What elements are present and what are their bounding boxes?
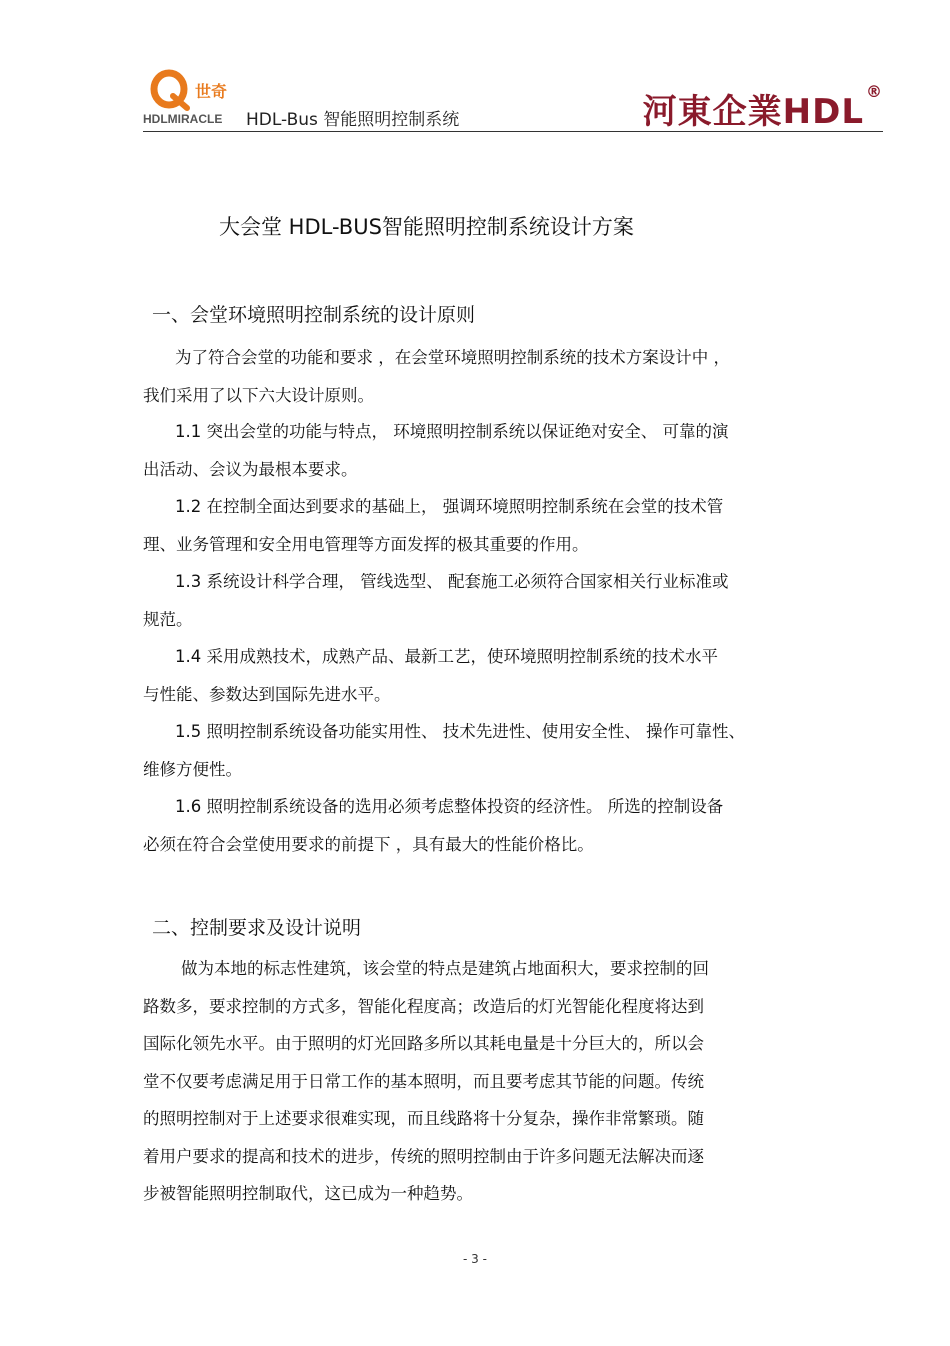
document-title: 大会堂 HDL-BUS智能照明控制系统设计方案: [219, 215, 634, 239]
body-line: 堂不仅要考虑满足用于日常工作的基本照明，而且要考虑其节能的问题。传统: [143, 1071, 704, 1091]
principle-line: 1.4 采用成熟技术，成熟产品、最新工艺，使环境照明控制系统的技术水平: [175, 647, 718, 666]
registered-mark: ®: [866, 81, 883, 101]
principle-line: 1.1 突出会堂的功能与特点， 环境照明控制系统以保证绝对安全、 可靠的演: [175, 422, 729, 441]
intro-line: 我们采用了以下六大设计原则。: [143, 385, 374, 405]
principle-line: 必须在符合会堂使用要求的前提下 ，具有最大的性能价格比。: [143, 834, 594, 854]
body-line: 做为本地的标志性建筑，该会堂的特点是建筑占地面积大，要求控制的回: [181, 959, 709, 978]
header-title: HDL-Bus 智能照明控制系统: [246, 110, 460, 130]
principle-line: 与性能、参数达到国际先进水平。: [143, 684, 391, 704]
principle-line: 1.2 在控制全面达到要求的基础上， 强调环境照明控制系统在会堂的技术管: [175, 497, 724, 516]
principle-item: [143, 413, 803, 488]
principle-line: 1.3 系统设计科学合理， 管线选型、 配套施工必须符合国家相关行业标准或: [175, 572, 729, 591]
section2-body: [143, 950, 803, 1213]
header-divider: [143, 131, 883, 132]
principle-line: 1.6 照明控制系统设备的选用必须考虑整体投资的经济性。 所选的控制设备: [175, 797, 724, 816]
logo-cn-text: 世奇: [195, 82, 228, 101]
logo-brand-text: HDLMIRACLE: [143, 112, 223, 126]
principle-item: [143, 488, 803, 563]
principle-line: 理、业务管理和安全用电管理等方面发挥的极其重要的作用。: [143, 534, 589, 554]
principle-item: [143, 713, 803, 788]
body-line: 路数多，要求控制的方式多，智能化程度高；改造后的灯光智能化程度将达到: [143, 996, 704, 1016]
section1-heading: 一、会堂环境照明控制系统的设计原则: [152, 304, 476, 326]
body-line: 的照明控制对于上述要求很难实现，而且线路将十分复杂，操作非常繁琐。随: [143, 1109, 704, 1128]
hdl-brand-text: 河東企業HDL: [642, 92, 864, 132]
intro-line: 为了符合会堂的功能和要求 ，在会堂环境照明控制系统的技术方案设计中 ，: [175, 348, 730, 367]
hdl-brand-logo: [642, 81, 883, 133]
page-number: - 3 -: [463, 1252, 487, 1266]
page-header: [143, 62, 883, 130]
principle-item: [143, 638, 803, 713]
body-line: 步被智能照明控制取代，这已成为一种趋势。: [143, 1184, 473, 1203]
section2-heading: 二、控制要求及设计说明: [152, 917, 362, 939]
section1-intro: [143, 339, 803, 414]
miracle-logo-icon: [143, 66, 235, 112]
principle-line: 1.5 照明控制系统设备功能实用性、 技术先进性、使用安全性、 操作可靠性、: [175, 722, 745, 741]
principle-line: 出活动、会议为最根本要求。: [143, 459, 358, 479]
body-line: 国际化领先水平。由于照明的灯光回路多所以其耗电量是十分巨大的，所以会: [143, 1034, 704, 1053]
body-line: 着用户要求的提高和技术的进步，传统的照明控制由于许多问题无法解决而逐: [143, 1146, 704, 1166]
principle-item: [143, 788, 803, 863]
hdlmiracle-logo: [143, 66, 235, 128]
principle-item: [143, 563, 803, 638]
principle-line: 规范。: [143, 609, 193, 629]
principle-line: 维修方便性。: [143, 759, 242, 779]
